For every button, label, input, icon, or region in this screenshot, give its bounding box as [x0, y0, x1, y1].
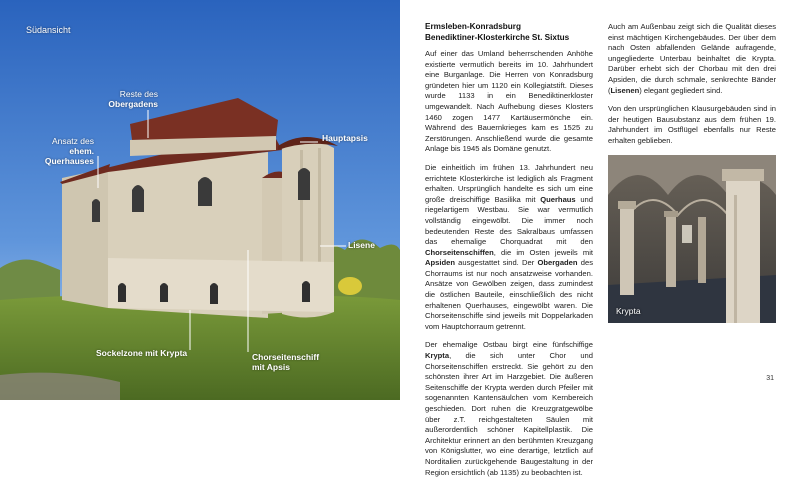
paragraph-krypta — [425, 340, 593, 478]
label-querhaus-line2: ehem. Querhauses — [44, 146, 94, 166]
label-sockelzone — [96, 348, 196, 358]
bold-term: Apsiden — [425, 258, 455, 268]
article-title-line1: Ermsleben-Konradsburg — [425, 22, 521, 31]
krypta-caption: Krypta — [616, 305, 641, 316]
bold-term: Lisenen — [610, 85, 640, 95]
bold-term: Obergaden — [537, 258, 578, 268]
label-obergaden — [98, 89, 158, 109]
text-run: ) elegant gegliedert sind. — [639, 85, 723, 95]
article-title — [425, 22, 593, 43]
page-number: 31 — [766, 375, 774, 382]
krypta-illustration — [608, 155, 776, 323]
paragraph-aussenbau — [608, 22, 776, 96]
bold-term: Chorseitenschiffen — [425, 247, 494, 257]
bold-term: Krypta — [425, 351, 450, 361]
text-run: des Chorraums ist nur noch ansatzweise vorhanden. Ansätze von Gewölben zeigen, dass zumindest die östlichen Bauteile, einschließlich des nicht erhaltenen Querhauses, eingewölbt waren. Die Chorseitenschiffe sind jeweils mit Doppelarkaden vom Hauptchorraum getrennt. — [425, 258, 593, 331]
krypta-photo — [608, 155, 776, 323]
text-column-right — [608, 22, 776, 323]
text-page — [400, 0, 800, 477]
text-run: , die im Osten jeweils mit — [493, 247, 593, 257]
text-run: , die sich unter Chor und Chorseitenschiffen erstreckt. Sie gehört zu den schönsten ihrer Art im Harzgebiet. Die äußeren Seitenschiffe der Krypta werden durch Pfeiler mit sogenannten Kantensäulchen vom Kernbereich geschieden. Dort ruhen die Kreuzgratgewölbe über z.T. reichgestalteten Säulen mit außerordentlich schöner Kapitellplastik. Die Architektur erinnert an den berühmten Kreuzgang von Königslutter, wo eine derartige, letztlich auf Norditalien zurückgehende Baugestaltung in der Region ersichtlich (ab 1135) zu beobachten ist. — [425, 351, 593, 477]
church-illustration — [0, 0, 400, 400]
paragraph-history: Auf einer das Umland beherrschenden Anhöhe existierte vermutlich bereits im 10. Jahrhundert eine Burganlage. Die Herren von Konradsburg gründeten hier um 1120 ein Kollegiatstift. Dieses wurde 1133 in ein Benediktinerkloster umgewandelt. Nach Aufhebung dieses Klosters 1460 zogen 1477 Kartäusermönche ein. Während des Bauernkrieges kam es 1525 zu Zerstörungen. Anschließend wurde die gesamte Anlage bis 1945 als Domäne genutzt. — [425, 49, 593, 154]
label-hauptapsis — [322, 133, 382, 143]
label-obergaden-line2: Obergadens — [108, 99, 158, 109]
text-run: und riegelartigem Westbau. Sie war vermutlich vollständig eingewölbt. Die immer noch bedeutenden Reste des Sakralbaus umfassen das ehemalige Chorquadrat mit den — [425, 194, 593, 247]
church-photo — [0, 0, 400, 400]
text-column-left — [425, 22, 593, 486]
label-lisene — [348, 240, 388, 250]
label-chorseitenschiff-line2: mit Apsis — [252, 362, 290, 372]
label-suedansicht: Südansicht — [26, 25, 71, 35]
text-run: Auch am Außenbau zeigt sich die Qualität dieses einst mächtigen Kirchengebäudes. Der über dem nach Osten abfallenden Gelände aufragende, ungegliederte Unterbau beinhaltet die Krypta. Darüber erhebt sich der Chorbau mit den drei Apsiden, die durch schmale, senkrechte Bänder ( — [608, 22, 776, 95]
text-run: ausgestattet sind. Der — [454, 258, 538, 268]
label-obergaden-line1: Reste des — [119, 89, 158, 99]
label-lisene-text: Lisene — [348, 240, 375, 250]
text-run: Der ehemalige Ostbau birgt eine fünfschiffige — [425, 340, 593, 350]
label-hauptapsis-text: Hauptapsis — [322, 133, 368, 143]
label-chorseitenschiff — [252, 352, 332, 372]
label-sockelzone-text: Sockelzone mit Krypta — [96, 348, 188, 358]
label-querhaus — [18, 136, 94, 166]
label-chorseitenschiff-line1: Chorseitenschiff — [252, 352, 320, 362]
paragraph-klausur: Von den ursprünglichen Klausurgebäuden sind in der heutigen Bausubstanz aus dem frühen 19. Jahrhundert im Ostflügel ebenfalls nur Reste erhalten geblieben. — [608, 104, 776, 145]
label-querhaus-line1: Ansatz des — [51, 136, 94, 146]
paragraph-church — [425, 163, 593, 333]
text-run: Die einheitlich im frühen 13. Jahrhundert neu errichtete Klosterkirche ist lediglich als Fragment erhalten. Ursprünglich handelte es sich um eine große dreischiffige Basilika mit — [425, 162, 593, 204]
bold-term: Querhaus — [540, 194, 576, 204]
article-title-line2: Benediktiner-Klosterkirche St. Sixtus — [425, 32, 570, 42]
